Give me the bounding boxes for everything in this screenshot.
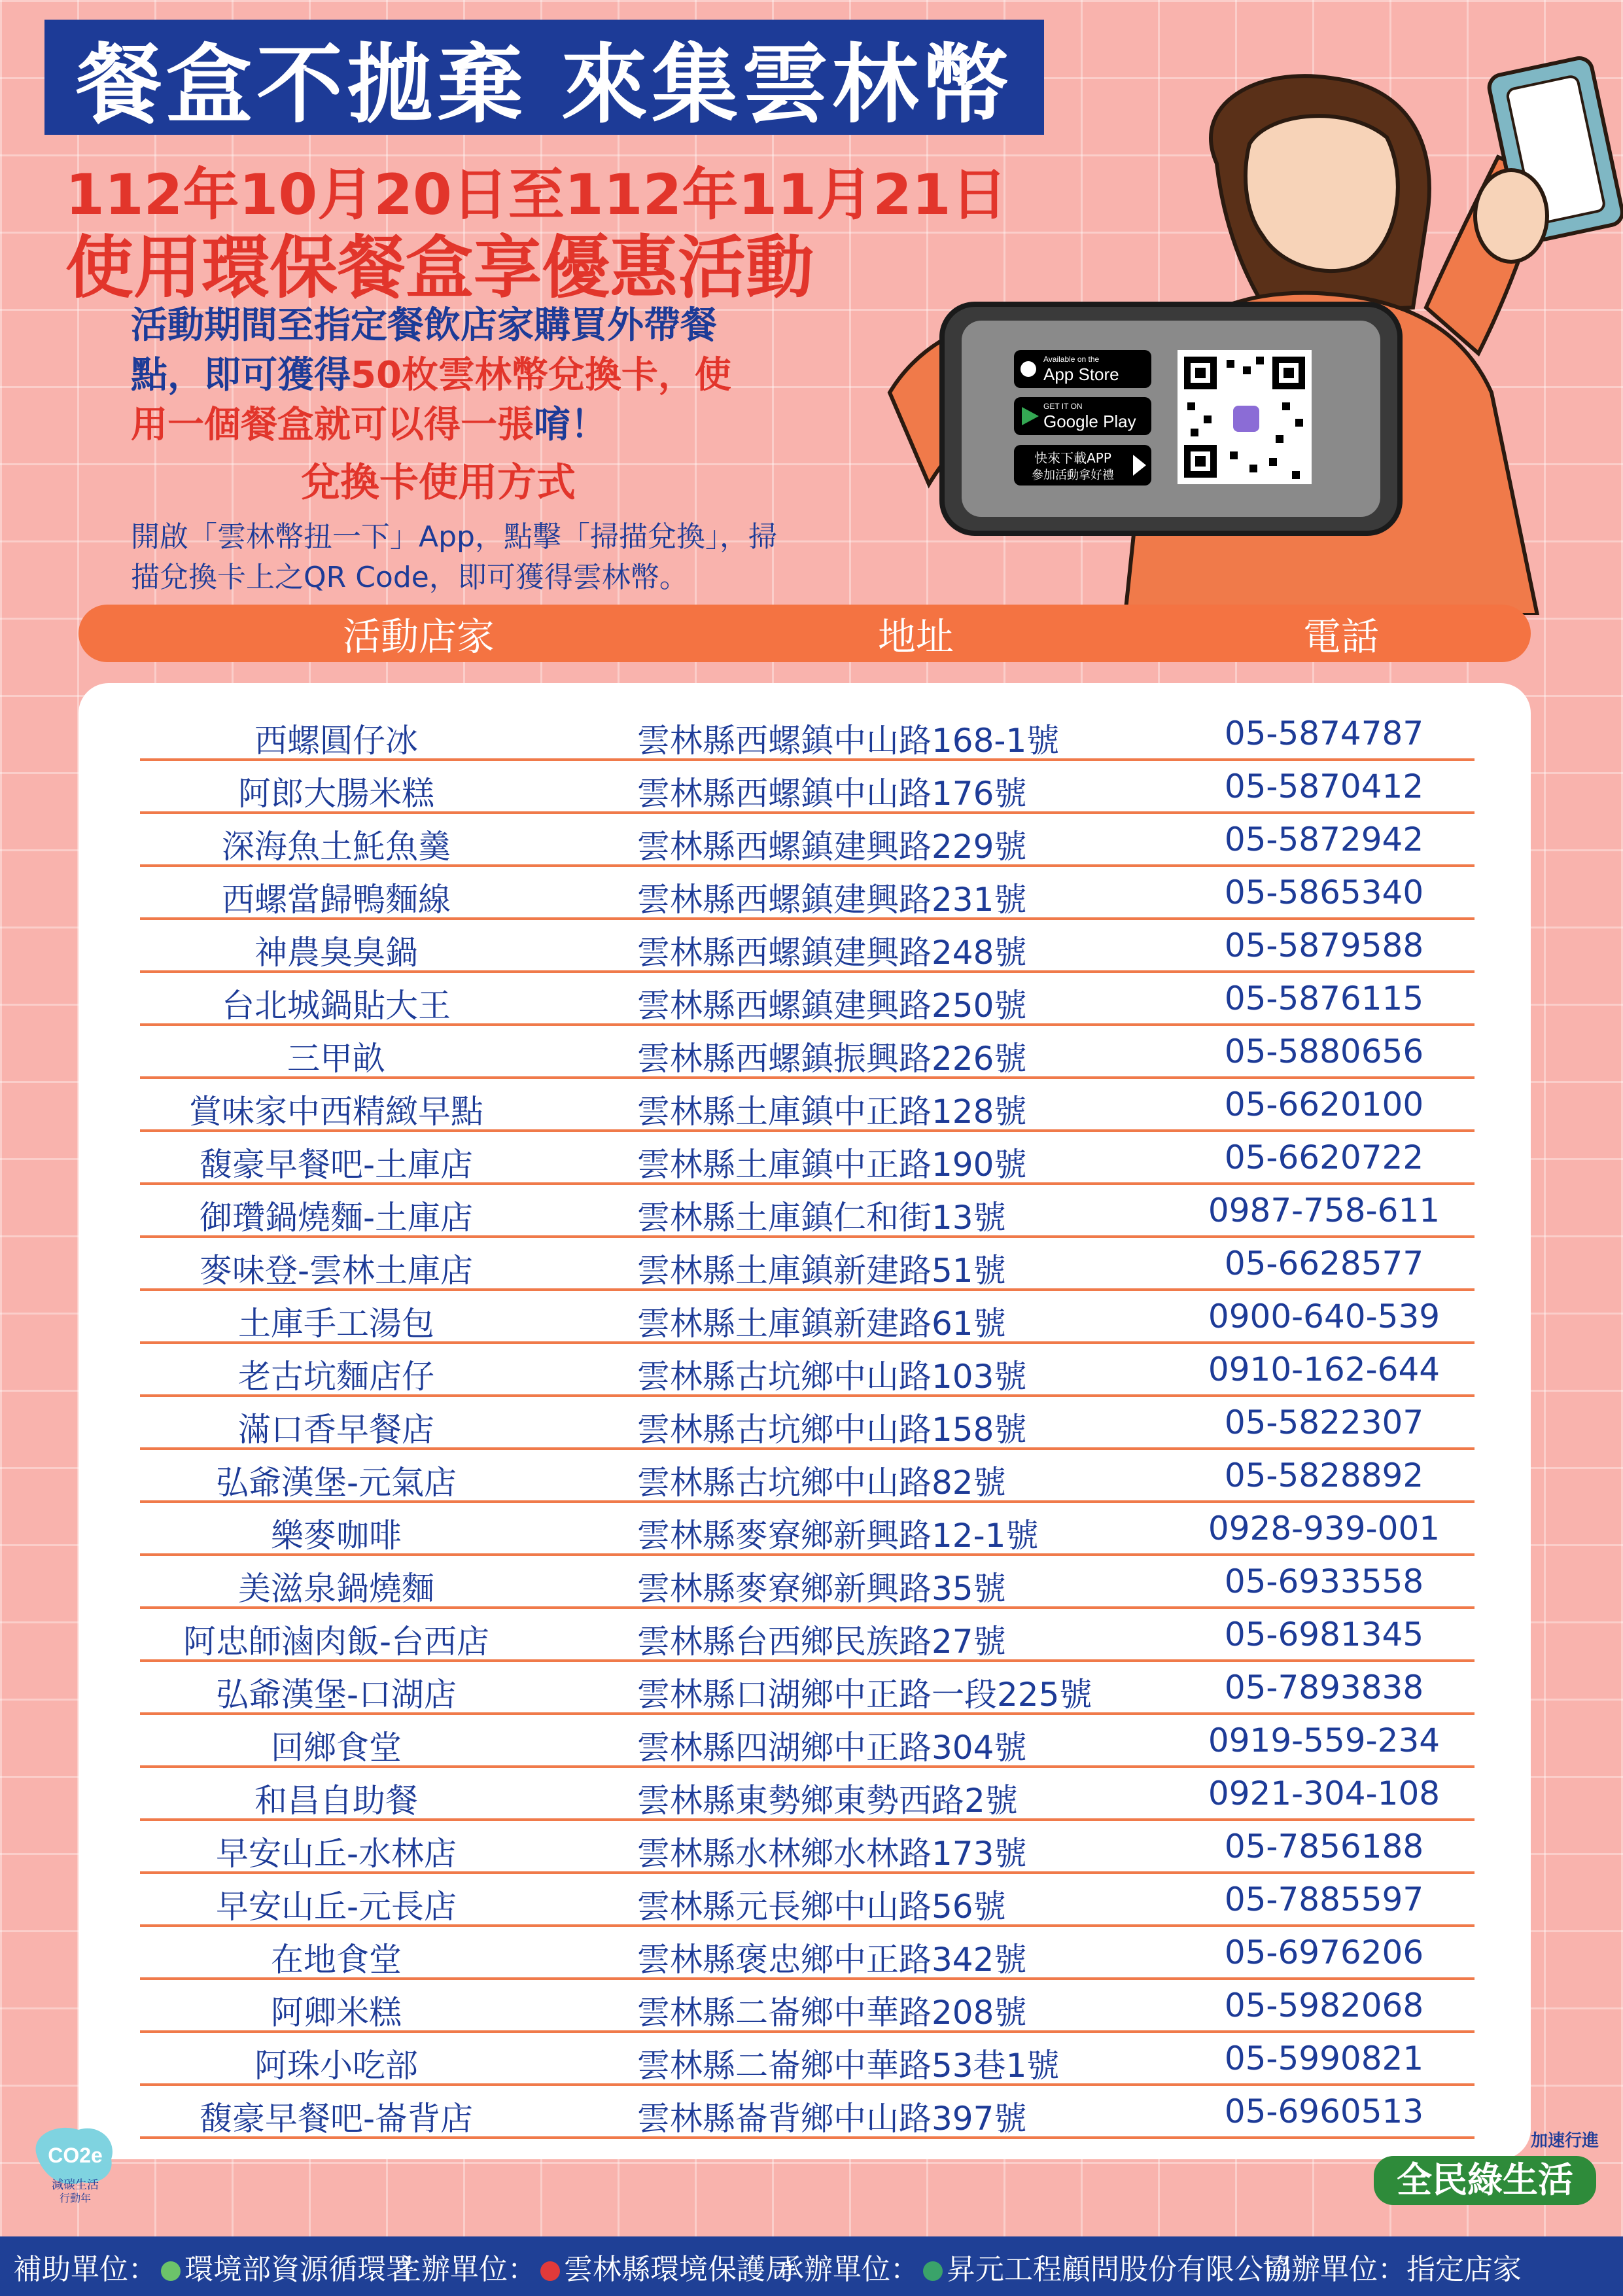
store-phone: 05-5822307	[1224, 1404, 1424, 1441]
store-name: 樂麥咖啡	[271, 1517, 402, 1555]
store-name: 美滋泉鍋燒麵	[238, 1570, 434, 1608]
host-logo-icon	[540, 2261, 560, 2281]
table-row	[140, 1606, 1475, 1662]
store-phone: 05-6628577	[1224, 1245, 1424, 1282]
store-phone: 05-7885597	[1224, 1881, 1424, 1918]
store-phone: 05-5879588	[1224, 927, 1424, 964]
table-row	[140, 1765, 1475, 1821]
table-row	[140, 705, 1475, 761]
store-name: 神農臭臭鍋	[254, 934, 418, 972]
store-address: 雲林縣西螺鎮中山路176號	[637, 775, 1027, 813]
store-name: 老古坑麵店仔	[238, 1358, 434, 1396]
table-row	[140, 1553, 1475, 1609]
host-value: 雲林縣環境保護局	[564, 2252, 794, 2286]
store-address: 雲林縣西螺鎮建興路231號	[637, 881, 1027, 919]
usage-text: 開啟「雲林幣扭一下」App，點擊「掃描兌換」，掃描兌換卡上之QR Code，即可獲得雲林幣。	[131, 520, 777, 594]
store-name: 阿郎大腸米糕	[238, 775, 434, 813]
table-row	[140, 758, 1475, 814]
organizer-value: 昇元工程顧問股份有限公司	[947, 2252, 1292, 2286]
store-phone: 0919-559-234	[1208, 1722, 1440, 1759]
store-phone: 05-7856188	[1224, 1828, 1424, 1865]
store-name: 阿珠小吃部	[254, 2047, 418, 2085]
store-address: 雲林縣崙背鄉中山路397號	[637, 2100, 1027, 2138]
store-phone: 05-5870412	[1224, 768, 1424, 805]
store-name: 麥味登-雲林土庫店	[199, 1252, 474, 1290]
store-phone: 0987-758-611	[1208, 1192, 1440, 1229]
download-line2: 參加活動拿好禮	[1032, 468, 1114, 482]
store-address: 雲林縣元長鄉中山路56號	[637, 1888, 1006, 1926]
store-phone: 05-6976206	[1224, 1934, 1424, 1971]
app-logo-icon	[1233, 406, 1259, 432]
footer	[0, 2236, 1623, 2296]
store-phone: 0921-304-108	[1208, 1775, 1440, 1812]
store-address: 雲林縣四湖鄉中正路304號	[637, 1729, 1027, 1767]
co-label: 協辦單位：	[1263, 2252, 1406, 2286]
table-row	[140, 917, 1475, 973]
subsidy-logo-icon	[161, 2261, 181, 2281]
store-address: 雲林縣西螺鎮建興路248號	[637, 934, 1027, 972]
subsidy-label: 補助單位：	[13, 2252, 157, 2286]
apple-icon	[1021, 361, 1036, 377]
table-row	[140, 1182, 1475, 1238]
header-address: 地址	[877, 614, 954, 659]
organizer-label: 承辦單位：	[775, 2252, 919, 2286]
store-name: 土庫手工湯包	[238, 1305, 434, 1343]
table-row	[140, 1500, 1475, 1556]
store-address: 雲林縣東勢鄉東勢西路2號	[637, 1782, 1018, 1820]
logo-left-text3: 行動年	[59, 2192, 92, 2204]
store-phone: 05-5872942	[1224, 821, 1424, 858]
store-phone: 05-5874787	[1224, 715, 1424, 752]
store-name: 馥豪早餐吧-土庫店	[199, 1146, 474, 1184]
store-address: 雲林縣土庫鎮中正路128號	[637, 1093, 1027, 1131]
store-address: 雲林縣土庫鎮新建路51號	[637, 1252, 1006, 1290]
raised-hand-shape	[1475, 170, 1547, 262]
store-address: 雲林縣麥寮鄉新興路12-1號	[637, 1517, 1039, 1555]
organizer-logo-icon	[923, 2261, 943, 2281]
store-address: 雲林縣土庫鎮中正路190號	[637, 1146, 1027, 1184]
store-address: 雲林縣西螺鎮建興路250號	[637, 987, 1027, 1025]
qr-code[interactable]	[1178, 350, 1312, 484]
store-phone: 0900-640-539	[1208, 1298, 1440, 1335]
store-name: 弘爺漢堡-口湖店	[215, 1676, 457, 1714]
store-address: 雲林縣二崙鄉中華路53巷1號	[637, 2047, 1060, 2085]
store-phone: 05-6933558	[1224, 1563, 1424, 1600]
appstore-big-text: App Store	[1043, 364, 1119, 384]
table-row	[140, 1659, 1475, 1715]
logo-left-text1: CO2e	[48, 2144, 103, 2167]
store-name: 御瓚鍋燒麵-土庫店	[199, 1199, 474, 1237]
table-row	[140, 1818, 1475, 1874]
store-name: 早安山丘-元長店	[215, 1888, 457, 1926]
store-phone: 05-5876115	[1224, 980, 1424, 1017]
table-row	[140, 1977, 1475, 2033]
subsidy-value: 環境部資源循環署	[184, 2252, 415, 2286]
store-address: 雲林縣二崙鄉中華路208號	[637, 1994, 1027, 2032]
store-phone: 05-6620100	[1224, 1086, 1424, 1123]
table-row	[140, 1235, 1475, 1291]
store-address: 雲林縣西螺鎮振興路226號	[637, 1040, 1027, 1078]
co-value: 指定店家	[1406, 2252, 1522, 2286]
event-description	[131, 301, 759, 450]
store-address: 雲林縣台西鄉民族路27號	[637, 1623, 1006, 1661]
store-phone: 0910-162-644	[1208, 1351, 1440, 1388]
store-name: 和昌自助餐	[254, 1782, 418, 1820]
event-date: 112年10月20日至112年11月21日	[65, 162, 1007, 228]
table-row	[140, 1394, 1475, 1450]
store-phone: 05-6960513	[1224, 2093, 1424, 2130]
footer-host	[393, 2246, 794, 2287]
store-name: 西螺圓仔冰	[254, 722, 418, 760]
store-name: 弘爺漢堡-元氣店	[215, 1464, 457, 1502]
table-row	[140, 2083, 1475, 2139]
event-subtitle: 使用環保餐盒享優惠活動	[65, 228, 814, 308]
store-name: 馥豪早餐吧-崙背店	[199, 2100, 474, 2138]
store-phone: 0928-939-001	[1208, 1510, 1440, 1547]
store-phone: 05-7893838	[1224, 1669, 1424, 1706]
store-name: 阿忠師滷肉飯-台西店	[183, 1623, 490, 1661]
table-row	[140, 2030, 1475, 2086]
googleplay-big-text: Google Play	[1043, 412, 1136, 431]
footer-subsidy	[13, 2246, 415, 2287]
store-name: 滿口香早餐店	[238, 1411, 434, 1449]
logo-left-text2: 減碳生活	[52, 2178, 99, 2192]
store-phone: 05-5828892	[1224, 1457, 1424, 1494]
store-address: 雲林縣土庫鎮仁和街13號	[637, 1199, 1006, 1237]
table-row	[140, 1076, 1475, 1132]
description-part2: 唷！	[534, 404, 607, 446]
store-address: 雲林縣土庫鎮新建路61號	[637, 1305, 1006, 1343]
store-name: 台北城鍋貼大王	[222, 987, 451, 1025]
store-name: 阿卿米糕	[271, 1994, 402, 2032]
footer-organizer	[775, 2246, 1292, 2287]
header-phone: 電話	[1302, 614, 1379, 659]
table-row	[140, 1288, 1475, 1344]
store-address: 雲林縣西螺鎮建興路229號	[637, 828, 1027, 866]
green-life-logo	[1367, 2127, 1603, 2212]
co2e-logo	[26, 2113, 124, 2205]
store-phone: 05-5865340	[1224, 874, 1424, 911]
store-name: 賞味家中西精緻早點	[189, 1093, 483, 1131]
table-row	[140, 1023, 1475, 1079]
description-highlight: 50枚雲林幣兌換卡，使用一個餐盒就可以得一張	[131, 354, 731, 446]
footer-co-organizer	[1263, 2246, 1522, 2287]
store-phone: 05-5982068	[1224, 1987, 1424, 2024]
description-part1: 活動期間至指定餐飲店家購買外帶餐點，即可獲得	[131, 304, 717, 397]
store-name: 三甲畝	[287, 1040, 385, 1078]
woman-with-phone-illustration	[850, 26, 1623, 615]
page-title: 餐盒不拋棄 來集雲林幣	[76, 35, 1013, 135]
usage-title: 兌換卡使用方式	[301, 460, 576, 506]
store-address: 雲林縣古坑鄉中山路158號	[637, 1411, 1027, 1449]
store-address: 雲林縣西螺鎮中山路168-1號	[637, 722, 1060, 760]
table-row	[140, 811, 1475, 867]
store-name: 深海魚土魠魚羹	[222, 828, 451, 866]
table-row	[140, 864, 1475, 920]
table-row	[140, 1129, 1475, 1185]
store-phone: 05-6620722	[1224, 1139, 1424, 1176]
table-row	[140, 1341, 1475, 1397]
table-row	[140, 1447, 1475, 1503]
store-name: 早安山丘-水林店	[215, 1835, 457, 1873]
table-row	[140, 1712, 1475, 1768]
store-phone: 05-5880656	[1224, 1033, 1424, 1070]
logo-right-text1: 加速行進	[1531, 2131, 1599, 2151]
store-name: 在地食堂	[271, 1941, 402, 1979]
table-row	[140, 970, 1475, 1026]
store-address: 雲林縣古坑鄉中山路82號	[637, 1464, 1006, 1502]
store-address: 雲林縣口湖鄉中正路一段225號	[637, 1676, 1092, 1714]
table-header	[79, 605, 1531, 662]
store-address: 雲林縣褒忠鄉中正路342號	[637, 1941, 1027, 1979]
table-row	[140, 1871, 1475, 1927]
store-name: 回鄉食堂	[271, 1729, 402, 1767]
store-address: 雲林縣麥寮鄉新興路35號	[637, 1570, 1006, 1608]
store-phone: 05-5990821	[1224, 2040, 1424, 2077]
store-address: 雲林縣古坑鄉中山路103號	[637, 1358, 1027, 1396]
store-address: 雲林縣水林鄉水林路173號	[637, 1835, 1027, 1873]
download-line1: 快來下載APP	[1034, 450, 1111, 466]
googleplay-small-text: GET IT ON	[1043, 402, 1083, 411]
appstore-small-text: Available on the	[1043, 355, 1100, 364]
store-phone: 05-6981345	[1224, 1616, 1424, 1653]
store-name: 西螺當歸鴨麵線	[222, 881, 451, 919]
host-label: 主辦單位：	[393, 2252, 536, 2286]
header-store: 活動店家	[342, 614, 495, 659]
table-row	[140, 1924, 1475, 1980]
logo-right-text2: 全民綠生活	[1397, 2159, 1573, 2200]
